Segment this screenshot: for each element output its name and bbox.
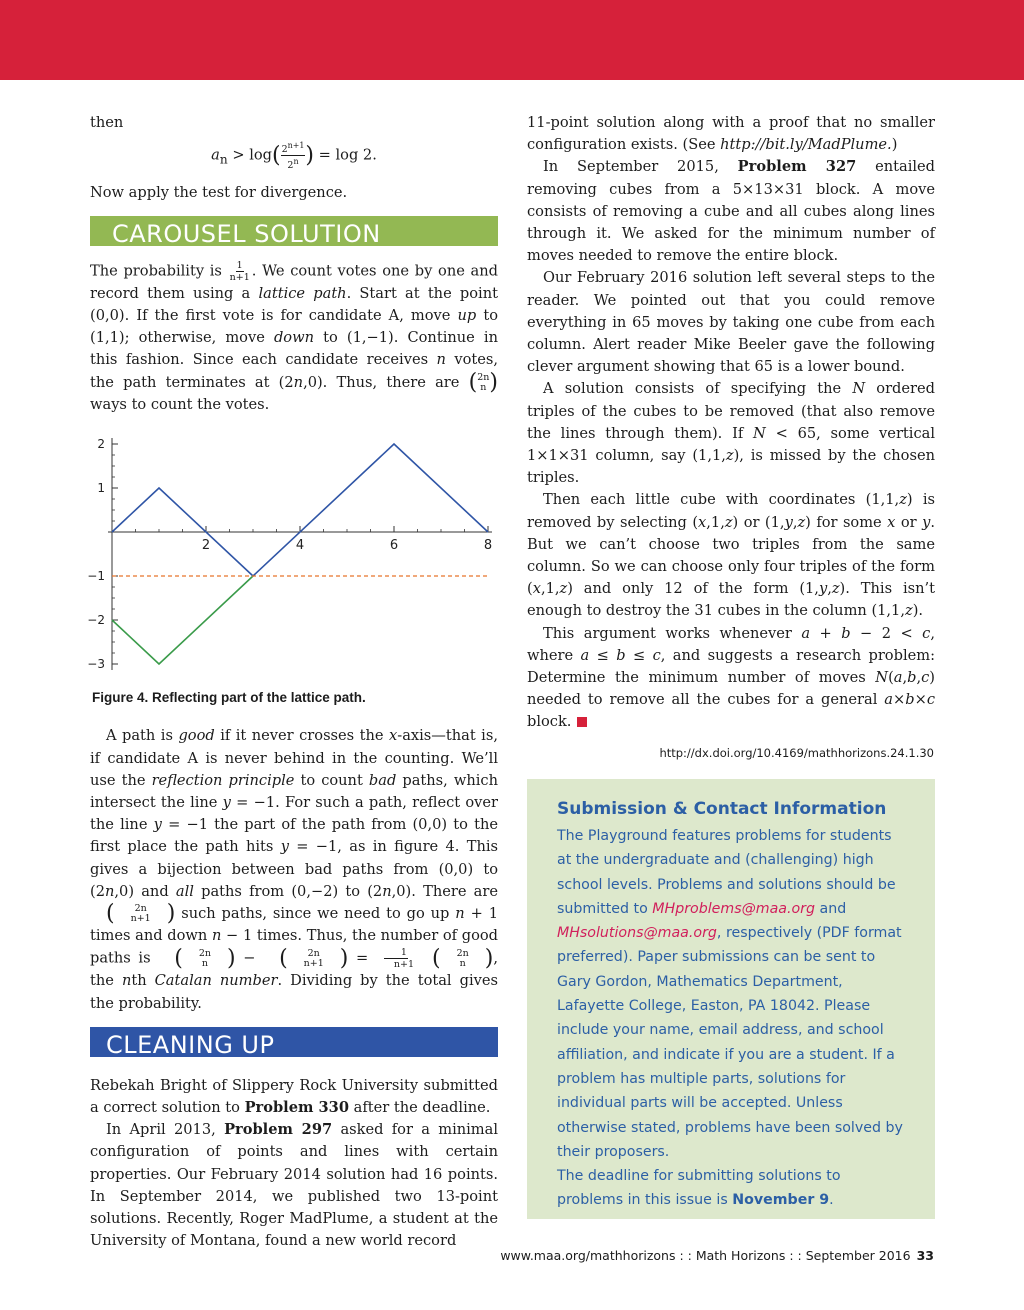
y-tick-label: −1 xyxy=(87,568,105,583)
continuation-paragraph: 11-point solution along with a proof that no smaller configuration exists. (See http://bit.ly/MadPlume.) xyxy=(527,114,935,154)
problems-email[interactable]: MHproblems@maa.org xyxy=(652,900,816,917)
good-path-paragraph: A path is good if it never crosses the x-axis—that is, if candidate A is never behind in the counting. We’ll use the reflection principle to count bad paths, which intersect the line y = −1. For such a path, reflect over the line y = −1 the part of the path from (0,0) to the first place the path hits y = −1, as in figure 4. This gives a bijection between bad paths from (0,0) to (2n,0) and all paths from (0,−2) to (2n,0). There are ( 2n n+1 ) such paths, since we need to go up n + 1 times and down n − 1 times. Thus, the number of good paths is ( 2n n ) − ( 2n n+1 ) = $\frac{1}{n+1}$ ( 2n n ) , the nth Catalan number. Dividing by the total gives the probability. xyxy=(90,727,499,1012)
problem-327-paragraph: In September 2015, Problem 327 entailed removing cubes from a 5×13×31 block. A move consists of removing a cube and all cubes along lines through it. We asked for the minimum number of moves needed to remove the entire block. xyxy=(527,158,936,265)
divergence-text: Now apply the test for divergence. xyxy=(90,183,348,201)
reflected-path-line xyxy=(112,576,253,664)
submission-text: The Playground features problems for students at the undergraduate and (challenging) high school levels. Problems and solutions should be submitted to MHproblems@maa.org and MHsolutions@maa.org, respectively (PDF format preferred). Paper submissions can be sent to Gary Gordon, Mathematics Department, Lafayette College, Easton, PA 18042. Please include your name, email address, and school affiliation, and indicate if you are a student. If a problem has multiple parts, solutions for individual parts will be accepted. Unless otherwise stated, problems have been solved by their proposers. xyxy=(557,828,903,1160)
solutions-email[interactable]: MHsolutions@maa.org xyxy=(557,925,717,942)
y-tick-label: −3 xyxy=(87,656,105,671)
february-paragraph: Our February 2016 solution left several steps to the reader. We pointed out that you could remove everything in 65 moves by taking one cube from each column. Alert reader Mike Beeler gave the following clever argument showing that 65 is a lower bound. xyxy=(527,269,935,376)
y-tick-label: 2 xyxy=(97,436,105,451)
lattice-path-chart xyxy=(87,430,498,678)
submission-box xyxy=(527,779,935,1219)
problem-330: Problem 330 xyxy=(244,1098,349,1116)
x-tick-label: 6 xyxy=(389,537,399,553)
carousel-paragraph: The probability is $\frac{1}{n+1}$ . We count votes one by one and record them using a lattice path. Start at the point (0,0). If the first vote is for candidate A, move up to (1,1); otherwise, move down to (1,−1). Continue in this fashion. Since each candidate receives n votes, the path terminates at (2n,0). Thus, there are ( 2n n ) ways to count the votes. xyxy=(90,259,498,413)
deadline-date: November 9 xyxy=(732,1192,830,1209)
problem-327: Problem 327 xyxy=(737,158,857,176)
problem-297: Problem 297 xyxy=(224,1121,333,1139)
carousel-heading: CAROUSEL SOLUTION xyxy=(90,216,498,246)
y-tick-label: −2 xyxy=(87,612,105,627)
figure-caption: Figure 4. Reflecting part of the lattice path. xyxy=(92,690,366,706)
header-bar xyxy=(0,0,1024,80)
page-number: 33 xyxy=(916,1248,934,1263)
cleaning-paragraph-2: In April 2013, Problem 297 asked for a minimal configuration of points and lines with certain properties. Our February 2014 solution had 16 points. In September 2014, we published two 13-point solutions. Recently, Roger MadPlume, a student at the University of Montana, found a new world record xyxy=(90,1121,499,1250)
x-tick-label: 4 xyxy=(295,537,305,553)
figure-4 xyxy=(87,430,498,685)
page-footer: www.maa.org/mathhorizons : : Math Horizons : : September 2016 33 xyxy=(500,1248,934,1263)
madplume-link[interactable]: http://bit.ly/MadPlume. xyxy=(720,136,892,154)
cleaning-heading: CLEANING UP xyxy=(90,1027,498,1057)
then-text: then xyxy=(90,114,124,131)
solution-paragraph: A solution consists of specifying the N ordered triples of the cubes to be removed (that also remove the lines through them). If N < 65, some vertical 1×1×31 column, say (1,1,z), is missed by the chosen triples. xyxy=(527,380,935,487)
y-tick-label: 1 xyxy=(97,480,105,495)
x-tick-label: 2 xyxy=(201,537,211,553)
log-inequality: $a_n > \log$ ( $\frac{2^{n+1}}{2^n}$ ) = log 2. xyxy=(211,141,377,172)
end-mark xyxy=(577,717,587,727)
argument-paragraph: This argument works whenever a + b − 2 < c, where a ≤ b ≤ c, and suggests a research problem: Determine the minimum number of moves N(a,b,c) needed to remove all the cubes for a general a×b×c block. xyxy=(527,624,935,731)
left-column xyxy=(87,112,499,1252)
cleaning-paragraph-1: Rebekah Bright of Slippery Rock University submitted a correct solution to Problem 330 after the deadline. xyxy=(90,1076,498,1116)
doi-link[interactable]: http://dx.doi.org/10.4169/mathhorizons.24.1.30 xyxy=(659,746,934,760)
deadline-text: The deadline for submitting solutions to problems in this issue is November 9. xyxy=(557,1168,841,1209)
x-tick-label: 8 xyxy=(483,537,493,553)
cube-paragraph: Then each little cube with coordinates (1,1,z) is removed by selecting (x,1,z) or (1,y,z) for some x or y. But we can’t choose two triples from the same column. So we can choose only four triples of the form (x,1,z) and only 12 of the form (1,y,z). This isn’t enough to destroy the 31 cubes in the column (1,1,z). xyxy=(527,491,936,620)
right-column xyxy=(527,112,935,734)
lattice-path-line xyxy=(112,444,488,576)
submission-title: Submission & Contact Information xyxy=(557,799,887,819)
